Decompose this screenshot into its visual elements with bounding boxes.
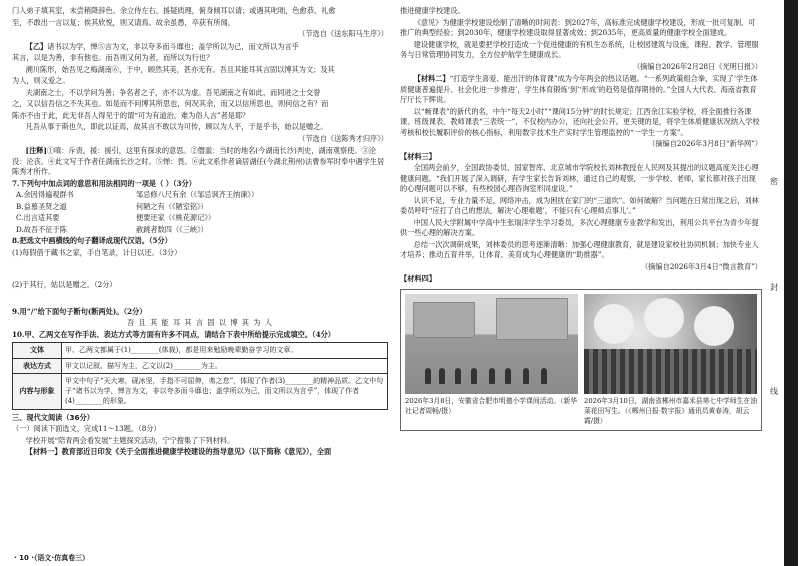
photo-1 [405, 294, 578, 427]
text-line: 门人弟子填其室，未尝稍降辞色。余立侍左右，援疑质理，俯身倾耳以请；或遇其叱咄，色愈恭，礼愈 [12, 6, 336, 15]
q10-table [12, 342, 388, 409]
notes: [注释]①嗔：斥责。援：援引，这里有探求的意思。②僭滥：当时的地名(今湖南长沙)判史，湖南观察使。③沦没：沦丧。④此文写于作者任湖南长沙之时。⑤惮：畏。⑥此文系作者谪居湖任(今湖北荆州)法曹参军时奉中遇学生居陈秀才所作。 [12, 146, 385, 177]
seal-mark: 封 [770, 283, 778, 292]
option-c[interactable]: C.出言适其要 便要还家（《桃花源记》） [16, 213, 216, 223]
passage-b-line: 为人，则又爱之。 [12, 76, 70, 86]
material-1: 【材料一】教育部近日印发《关于全面推进健康学校建设的指导意见》（以下简称《意见》），全面 [25, 447, 332, 457]
material-3-label: 【材料三】 [400, 151, 436, 161]
table-row [13, 373, 388, 409]
right-column [400, 6, 762, 431]
row-header: 文体 [13, 343, 62, 358]
material-2: 【材料二】“打造学生喜爱、能出汗的体育课”成为今年两会的热议话题。“一系列政策组合拳，实现了‘学生体质健康普遍提升、社会化进一步推进’，学生体育锻炼‘到’‘形成’的趋势是值得期待的。”全国人大代表、海南省教育厅厅长下辉说。 [400, 74, 758, 105]
question-8-1: (1)每假借于藏书之家，手自笔录，计日以还。（3分） [12, 247, 182, 257]
table-row [13, 358, 388, 373]
question-7: 7.下列句中加点词的意思和用法相同的一项是（ ）（3分） [12, 178, 196, 188]
question-8: 8.把选文中画横线的句子翻译成现代汉语。（5分） [12, 236, 172, 246]
text-paragraph: 建设健康学校，就是要把学校打造成一个促进健康的有机生态系统，让校园建筑与设施，课程、教学、管理服务与日常管理协同发力，全方位护航学生健康成长。 [400, 39, 759, 60]
passage-b-line: 其言，以是为善，非有他也。而吾则又何为者，而所以为行也？ [12, 53, 214, 63]
material-4-label: 【材料四】 [400, 274, 436, 284]
page-footer: · 10 ·（语文·仿真卷三） [14, 554, 90, 562]
question-10: 10.甲、乙两文在写作手法、表达方式等方面有许多不同点，请结合下表中所给提示完成填空。（4分） [12, 329, 335, 339]
row-header: 内容与形象 [13, 373, 62, 409]
source-citation: （节选自《送东阳马生序》） [298, 29, 388, 39]
question-8-2: (2)于其行，姑以是赠之。（2分） [12, 280, 117, 290]
section-intro: 学校开展“陪青两会看发展”主题探究活动，宁宁搜集了下列材料。 [25, 435, 235, 445]
seal-mark: 线 [770, 387, 778, 396]
text-paragraph: 总结一次次调研成果，刘林委员的思考逐渐清晰：加强心理健康教育，就是建设家校社协同机制；加快专业人才培养；推动五育并举，让体育、美育成为心理健康的“助推器”。 [400, 239, 759, 260]
photo-panel [400, 289, 762, 432]
row-header: 表达方式 [13, 358, 62, 373]
row-cell[interactable]: 甲、乙两文都属于(1)________(体裁)，都是用来勉励晚辈勤奋学习的文章。 [62, 343, 388, 358]
passage-paragraph: 之，又以信吾信之不失其也。如是而不问博其所思也，何况其余，而又以信所思也，则何信之有？而 [12, 99, 329, 109]
passage-b-line: 【乙】诸书以为学，惮⑤言为文，非以夸多而斗靡也；盖学所以为己，而文所以为言乎 [25, 41, 299, 51]
option-b[interactable]: B.益慕圣贤之道 何陋之有（《陋室铭》） [16, 201, 208, 211]
row-cell[interactable]: 甲文以记叙、描写为主，乙文以(2)________为主。 [62, 358, 388, 373]
left-column [12, 6, 388, 459]
seal-mark: 密 [770, 177, 778, 186]
q7-options [12, 190, 388, 235]
photo-2 [584, 294, 757, 427]
text-paragraph: 认识不足，专业力量不足，网络冲击，成为困扰在家门的“三道坎”。如何破解？当问题在日常出现之后，刘林委员呼吁“应打了自己的想法，解决‘心理难题’，不能只有‘心理师点事儿’。” [400, 195, 759, 216]
text-paragraph: 以“畅课表”的新代的名，中午“每天2小时”“课间15分钟”的时长规定；江西余江实验学校，将全面推行各课课、班级课表、教师课表“三表统一”，不仅校内办公，还向社会公开。更关键的是，将学生体质健康状况纳入学校考核和校长履职评价的核心指标，利用数字技术生产实时学生管理监控的“一学生一方案”。 [400, 106, 760, 137]
source-citation: （节选自《送陈秀才归序》） [298, 133, 388, 143]
binding-bar [784, 0, 798, 566]
text-paragraph: 中国人民大学附属中学高中生张瑞洋学生学习委员，多次心理健康专业教学和发出，利用公共平台为青少年提供一些心理的解决方案。 [400, 217, 759, 238]
photo-2-caption: 2026年3月10日，湖南省郴州市嘉禾县第七中学师生在油菜花田写生。（《郴州日报·数字报》通讯员黄春涛，胡云霞/摄） [584, 396, 758, 425]
text-paragraph: 全国两会前夕，全国政协委员，国家智库、北京城市学院校长刘林教授在人民网及其提出的议题高度关注心理健康问题。“我们开展了深入调研，有学生家长告诉刘林，通过自己的观察，一步学校、老师，家长都对孩子出现的心理问题可以不够，有些校园心理咨询室形同虚设。” [400, 163, 759, 194]
section-3-title: 三、现代文阅读（36分） [12, 412, 94, 422]
photo-1-caption: 2026年3月8日，安徽省合肥市明德小学课间活动。（新华社记者周畅/摄） [405, 396, 578, 415]
section-3-1: （一）阅读下面选文，完成11～13题。（8分） [12, 424, 161, 434]
passage-b-line: 溯川陈形，始吾见之梅湖南⑥，于中，顾然其美，甚亦无有。吾且其能耳其言固以博其为文；及其 [25, 64, 335, 74]
option-d[interactable]: D.故吾不征于陈 赦跳者数四（《三峡》） [16, 224, 208, 234]
text-line: 至，不敢出一言以复；俟其欣悦，则又请焉。故余虽愚，卒获有所闻。 [12, 17, 235, 27]
passage-paragraph: 陈亦不由于此，此无非吾人得见于的谓“可为有道治，难为俗人言”者是耶？ [12, 110, 250, 120]
row-cell[interactable]: 甲文中句子“天大寒，砚冰坚，手指不可屈伸，弗之怠”，体现了作者(3)________的精神品质。乙文中句子“诸书以为学，惮言为文，非以夸多而斗靡也；盖学所以为己，而文所以为言乎”，体现了作者(4)________的形象。 [62, 373, 388, 409]
source-citation: （摘编自2026年2月28日《光明日报》） [632, 61, 762, 71]
q9-sentence[interactable]: 吾 且 其 能 耳 其 言 固 以 博 其 为 人 [127, 318, 273, 328]
text-paragraph: 《意见》为健康学校建设绘制了清晰的时间表：到2027年，高标准完成健康学校建设，形成一批可复制、可推广的典型经验；到2030年，健康学校建设取得显著成效；到2035年，更高质量的健康学校全面建成。 [400, 17, 756, 38]
text-line: 推进健康学校建设。 [400, 6, 465, 15]
passage-paragraph: 夫湖南之士，不以学问为善；争名者之子，亦不以为虚。吾见湖南之有如此，而同进之士交誉 [25, 87, 321, 97]
source-citation: （摘编自2026年3月4日“微言教育”） [640, 261, 762, 271]
option-a[interactable]: A.余因得遍观群书 邹忌修八尺有余（《邹忌讽齐王纳谏》） [16, 190, 259, 200]
passage-paragraph: 凡吾从事于斯也久，即此以证焉，故其言不敢以为可传，顾以为人平，于是乎书，始以是赠之。 [25, 122, 328, 132]
source-citation: （摘编自2026年3月8日“新华网”） [648, 139, 762, 149]
binding-margin [770, 0, 800, 566]
photo-1-image [405, 294, 578, 394]
photo-2-image [584, 294, 757, 394]
question-9: 9.用“/”给下面句子断句(断两处)。（2分） [12, 306, 147, 316]
table-row [13, 343, 388, 358]
